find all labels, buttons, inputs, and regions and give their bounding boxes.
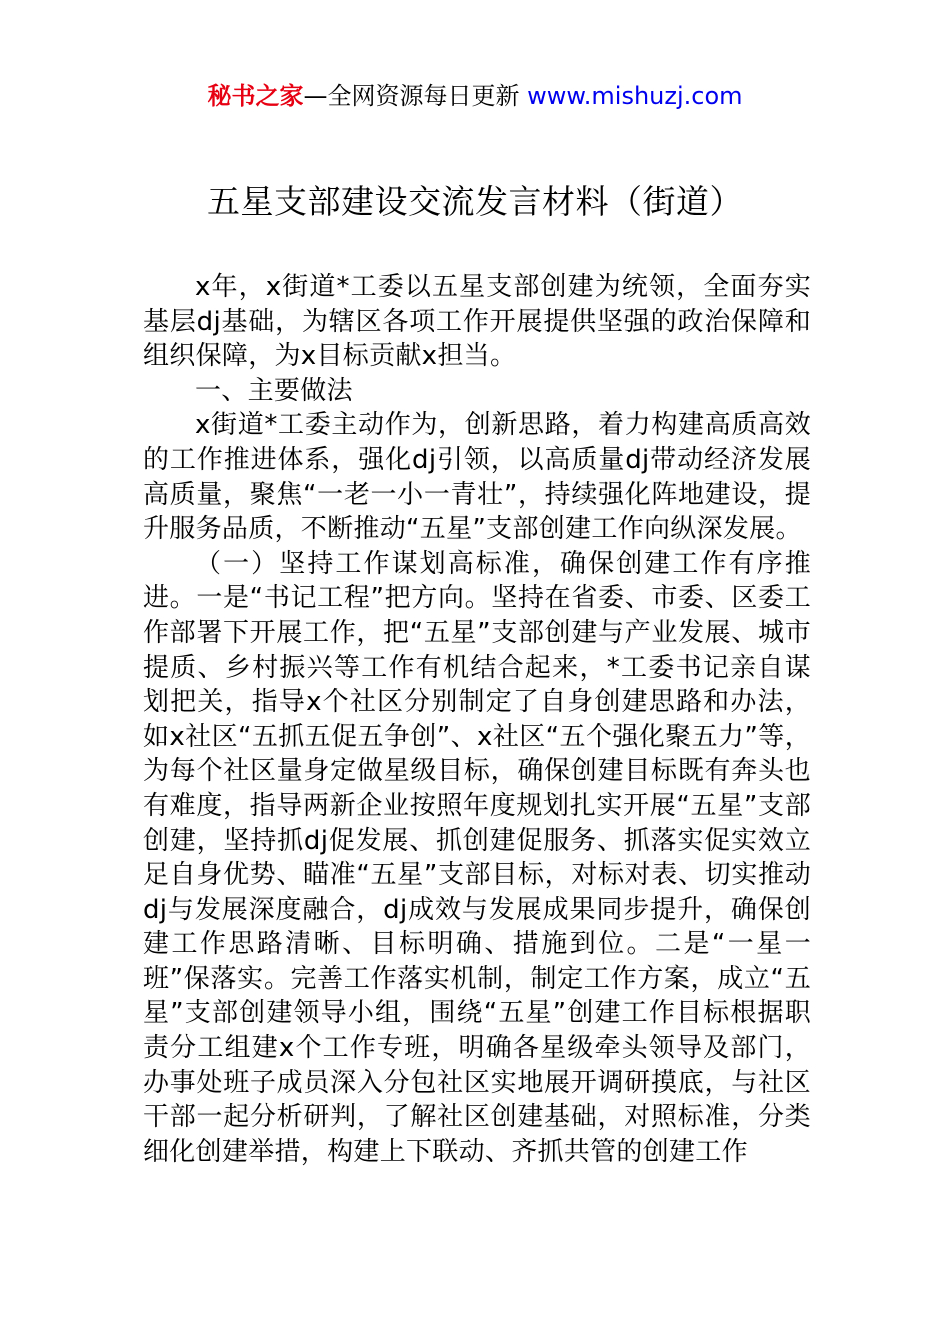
document-title: 五星支部建设交流发言材料（街道） bbox=[207, 182, 743, 221]
site-url-link[interactable]: www.mishuzj.com bbox=[527, 82, 743, 110]
body-paragraph: x街道*工委主动作为，创新思路，着力构建高质高效的工作推进体系，强化dj引领，以高质量dj带动经济发展高质量，聚焦“一老一小一青壮”，持续强化阵地建设，提升服务品质，不断推动“五星”支部创建工作向纵深发展。 bbox=[143, 410, 811, 545]
site-header bbox=[0, 80, 950, 112]
brand-name: 秘书之家 bbox=[207, 82, 304, 110]
body-paragraph: （一）坚持工作谋划高标准，确保创建工作有序推进。一是“书记工程”把方向。坚持在省委、市委、区委工作部署下开展工作，把“五星”支部创建与产业发展、城市提质、乡村振兴等工作有机结合起来，*工委书记亲自谋划把关，指导x个社区分别制定了自身创建思路和办法，如x社区“五抓五促五争创”、x社区“五个强化聚五力”等，为每个社区量身定做星级目标，确保创建目标既有奔头也有难度，指导两新企业按照年度规划扎实开展“五星”支部创建，坚持抓dj促发展、抓创建促服务、抓落实促实效立足自身优势、瞄准“五星”支部目标，对标对表、切实推动dj与发展深度融合，dj成效与发展成果同步提升，确保创建工作思路清晰、目标明确、措施到位。二是“一星一班”保落实。完善工作落实机制，制定工作方案，成立“五星”支部创建领导小组，围绕“五星”创建工作目标根据职责分工组建x个工作专班，明确各星级牵头领导及部门，办事处班子成员深入分包社区实地展开调研摸底，与社区干部一起分析研判，了解社区创建基础，对照标准，分类细化创建举措，构建上下联动、齐抓共管的创建工作 bbox=[143, 548, 811, 1167]
site-tagline: —全网资源每日更新 bbox=[303, 82, 528, 110]
section-heading: 一、主要做法 bbox=[195, 375, 353, 406]
document-body bbox=[143, 270, 811, 1169]
intro-paragraph: x年，x街道*工委以五星支部创建为统领，全面夯实基层dj基础，为辖区各项工作开展提供坚强的政治保障和组织保障，为x目标贡献x担当。 bbox=[143, 272, 811, 372]
